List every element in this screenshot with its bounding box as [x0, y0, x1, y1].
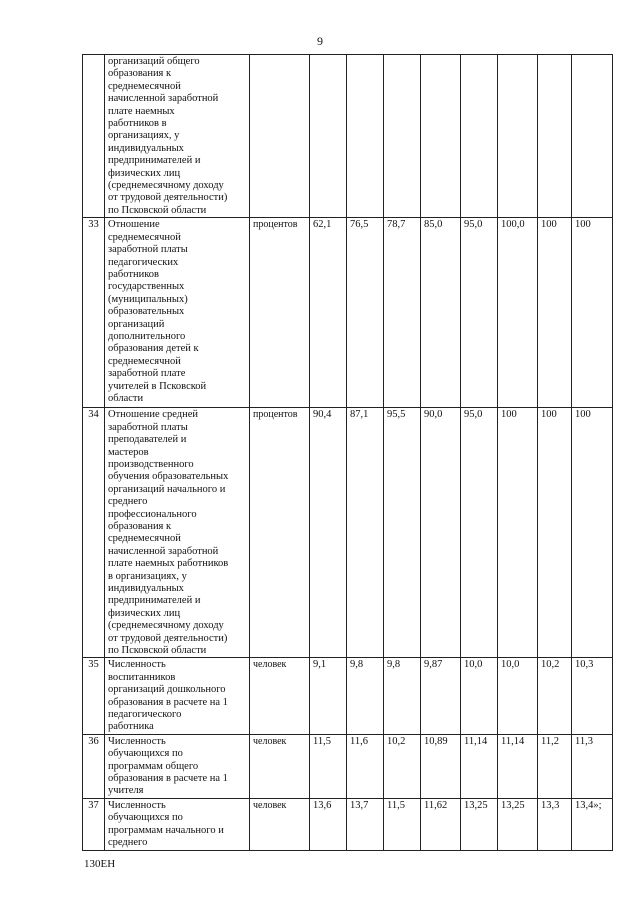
unit-cell: процентов — [250, 218, 310, 408]
value-cell: 100 — [572, 218, 613, 408]
indicator-name: Численность обучающихся по программам общего образования в расчете на 1 учителя — [105, 734, 250, 798]
value-cell: 13,4»; — [572, 798, 613, 850]
indicator-name: Численность обучающихся по программам начального и среднего — [105, 798, 250, 850]
table-row-35 — [83, 658, 613, 734]
unit-cell — [250, 55, 310, 218]
unit-cell: процентов — [250, 408, 310, 658]
unit-cell: человек — [250, 734, 310, 798]
page-number: 9 — [317, 34, 323, 48]
value-cell: 95,0 — [461, 218, 498, 408]
value-cell — [347, 55, 384, 218]
value-cell: 100 — [498, 408, 538, 658]
value-cell — [572, 55, 613, 218]
value-cell: 10,0 — [498, 658, 538, 734]
value-cell: 100 — [538, 218, 572, 408]
value-cell: 11,5 — [310, 734, 347, 798]
value-cell: 10,89 — [421, 734, 461, 798]
value-cell: 62,1 — [310, 218, 347, 408]
value-cell: 10,2 — [384, 734, 421, 798]
table-row-34 — [83, 408, 613, 658]
unit-cell: человек — [250, 658, 310, 734]
row-number — [83, 55, 105, 218]
unit-cell: человек — [250, 798, 310, 850]
value-cell: 13,25 — [461, 798, 498, 850]
value-cell — [421, 55, 461, 218]
value-cell — [538, 55, 572, 218]
value-cell: 11,3 — [572, 734, 613, 798]
value-cell: 76,5 — [347, 218, 384, 408]
value-cell: 11,5 — [384, 798, 421, 850]
value-cell: 85,0 — [421, 218, 461, 408]
indicator-name: Численность воспитанников организаций дошкольного образования в расчете на 1 педагогического работника — [105, 658, 250, 734]
row-number: 34 — [83, 408, 105, 658]
value-cell: 9,8 — [347, 658, 384, 734]
value-cell — [310, 55, 347, 218]
footer-code: 130ЕН — [84, 858, 116, 870]
value-cell: 90,4 — [310, 408, 347, 658]
value-cell: 9,1 — [310, 658, 347, 734]
value-cell: 11,14 — [498, 734, 538, 798]
value-cell: 95,5 — [384, 408, 421, 658]
value-cell: 13,7 — [347, 798, 384, 850]
indicators-table — [82, 54, 613, 851]
indicator-name: организаций общего образования к среднемесячной начисленной заработной плате наемных работников в организациях, у индивидуальных предпринимателей и физических лиц (среднемесячному доходу от трудовой деятельности) по Псковской области — [105, 55, 250, 218]
value-cell: 100 — [572, 408, 613, 658]
value-cell — [461, 55, 498, 218]
value-cell: 11,14 — [461, 734, 498, 798]
value-cell: 10,0 — [461, 658, 498, 734]
indicator-name: Отношение среднемесячной заработной платы педагогических работников государственных (муниципальных) образовательных организаций дополнительного образования детей к среднемесячной заработной плате учителей в Псковской области — [105, 218, 250, 408]
value-cell: 100 — [538, 408, 572, 658]
value-cell: 87,1 — [347, 408, 384, 658]
value-cell: 11,62 — [421, 798, 461, 850]
value-cell: 78,7 — [384, 218, 421, 408]
row-number: 37 — [83, 798, 105, 850]
row-number: 33 — [83, 218, 105, 408]
value-cell: 10,3 — [572, 658, 613, 734]
table-row-36 — [83, 734, 613, 798]
value-cell: 95,0 — [461, 408, 498, 658]
value-cell: 11,6 — [347, 734, 384, 798]
value-cell: 13,25 — [498, 798, 538, 850]
table-row-continuation — [83, 55, 613, 218]
value-cell: 9,87 — [421, 658, 461, 734]
value-cell: 11,2 — [538, 734, 572, 798]
value-cell — [384, 55, 421, 218]
value-cell: 13,3 — [538, 798, 572, 850]
value-cell: 10,2 — [538, 658, 572, 734]
value-cell — [498, 55, 538, 218]
value-cell: 13,6 — [310, 798, 347, 850]
row-number: 35 — [83, 658, 105, 734]
value-cell: 90,0 — [421, 408, 461, 658]
value-cell: 100,0 — [498, 218, 538, 408]
value-cell: 9,8 — [384, 658, 421, 734]
table-row-33 — [83, 218, 613, 408]
table-row-37 — [83, 798, 613, 850]
row-number: 36 — [83, 734, 105, 798]
indicator-name: Отношение средней заработной платы преподавателей и мастеров производственного обучения образовательных организаций начального и среднего профессионального образования к среднемесячной начисленной заработной плате наемных работников в организациях, у индивидуальных предпринимателей и физических лиц (среднемесячному доходу от трудовой деятельности) по Псковской области — [105, 408, 250, 658]
